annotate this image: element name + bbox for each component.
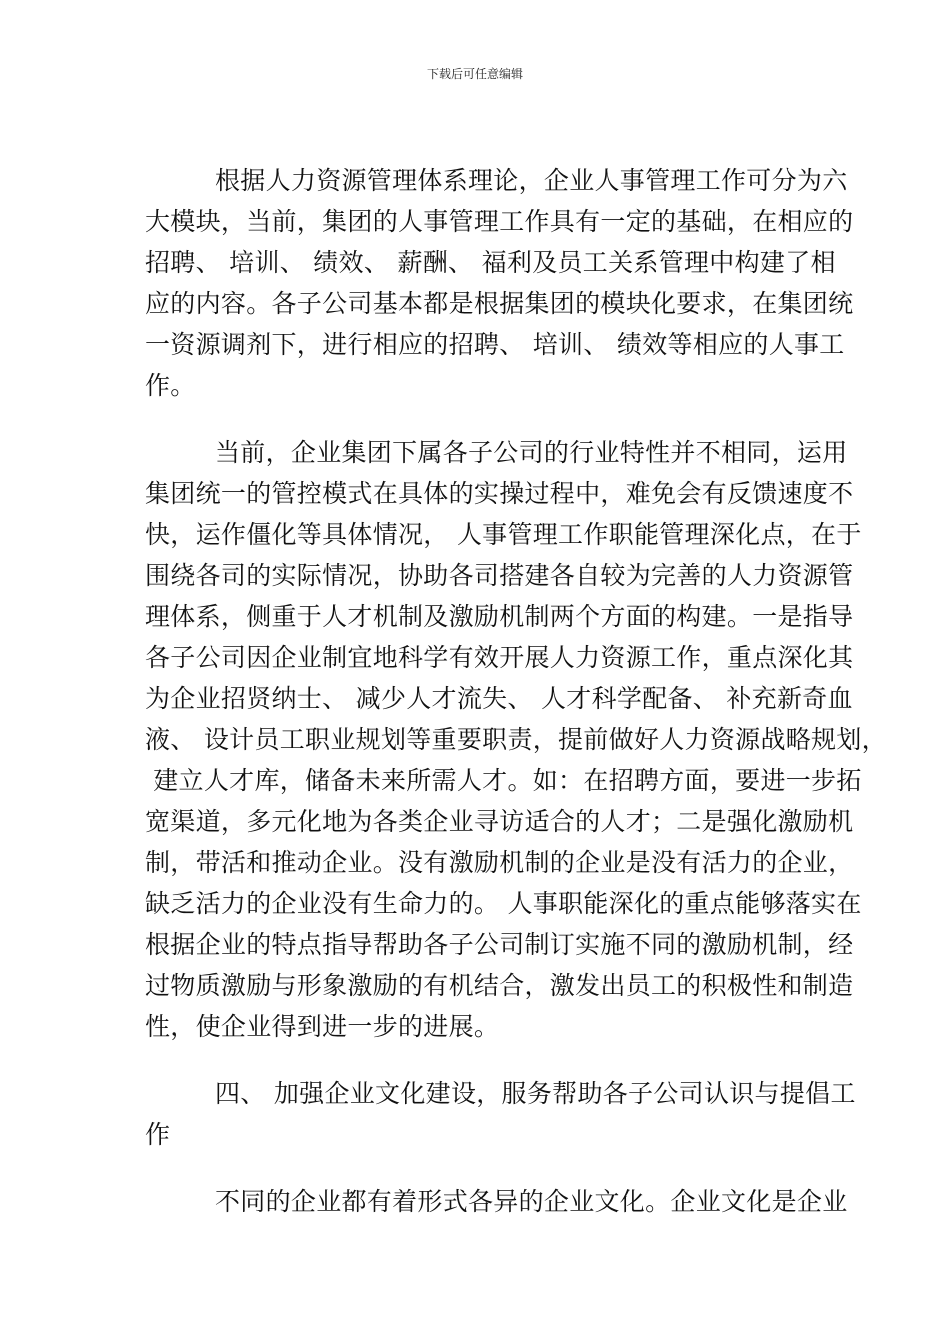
text-line: 一资源调剂下，进行相应的招聘、 培训、 绩效等相应的人事工 [145,330,845,359]
text-line: 作 [145,1120,171,1149]
section-heading-culture [145,1073,856,1155]
text-line: 大模块，当前，集团的人事管理工作具有一定的基础，在相应的 [145,207,854,236]
text-line: 围绕各司的实际情况，协助各司搭建各自较为完善的人力资源管 [145,561,854,590]
text-line: 建立人才库，储备未来所需人才。如：在招聘方面，要进一步拓 [145,766,862,795]
text-line: 招聘、 培训、 绩效、 薪酬、 福利及员工关系管理中构建了相 [145,248,836,277]
text-line: 液、 设计员工职业规划等重要职责，提前做好人力资源战略规划， [145,725,887,754]
paragraph-culture-intro [145,1181,848,1222]
text-line: 作。 [145,371,196,400]
text-line: 应的内容。各子公司基本都是根据集团的模块化要求，在集团统 [145,289,854,318]
paragraph-hr-deepening [145,432,887,1047]
text-line: 理体系，侧重于人才机制及激励机制两个方面的构建。一是指导 [145,602,854,631]
text-line: 集团统一的管控模式在具体的实操过程中，难免会有反馈速度不 [145,479,854,508]
text-line: 过物质激励与形象激励的有机结合，激发出员工的积极性和制造 [145,971,854,1000]
text-line: 四、 加强企业文化建设，服务帮助各子公司认识与提倡工 [215,1079,856,1108]
text-line: 制，带活和推动企业。没有激励机制的企业是没有活力的企业， [145,848,854,877]
text-line: 性，使企业得到进一步的进展。 [145,1012,500,1041]
text-line: 当前，企业集团下属各子公司的行业特性并不相同，运用 [215,438,848,467]
text-line: 快，运作僵化等具体情况， 人事管理工作职能管理深化点，在于 [145,520,862,549]
text-line: 根据人力资源管理体系理论，企业人事管理工作可分为六 [215,166,848,195]
text-line: 不同的企业都有着形式各异的企业文化。企业文化是企业 [215,1187,848,1216]
text-line: 缺乏活力的企业没有生命力的。 人事职能深化的重点能够落实在 [145,889,862,918]
page-header-note: 下载后可任意编辑 [426,67,523,81]
text-line: 宽渠道，多元化地为各类企业寻访适合的人才；二是强化激励机 [145,807,854,836]
paragraph-hr-modules [145,160,854,406]
text-line: 各子公司因企业制宜地科学有效开展人力资源工作，重点深化其 [145,643,854,672]
text-line: 根据企业的特点指导帮助各子公司制订实施不同的激励机制，经 [145,930,854,959]
text-line: 为企业招贤纳士、 减少人才流失、 人才科学配备、 补充新奇血 [145,684,853,713]
document-body [145,160,887,1248]
